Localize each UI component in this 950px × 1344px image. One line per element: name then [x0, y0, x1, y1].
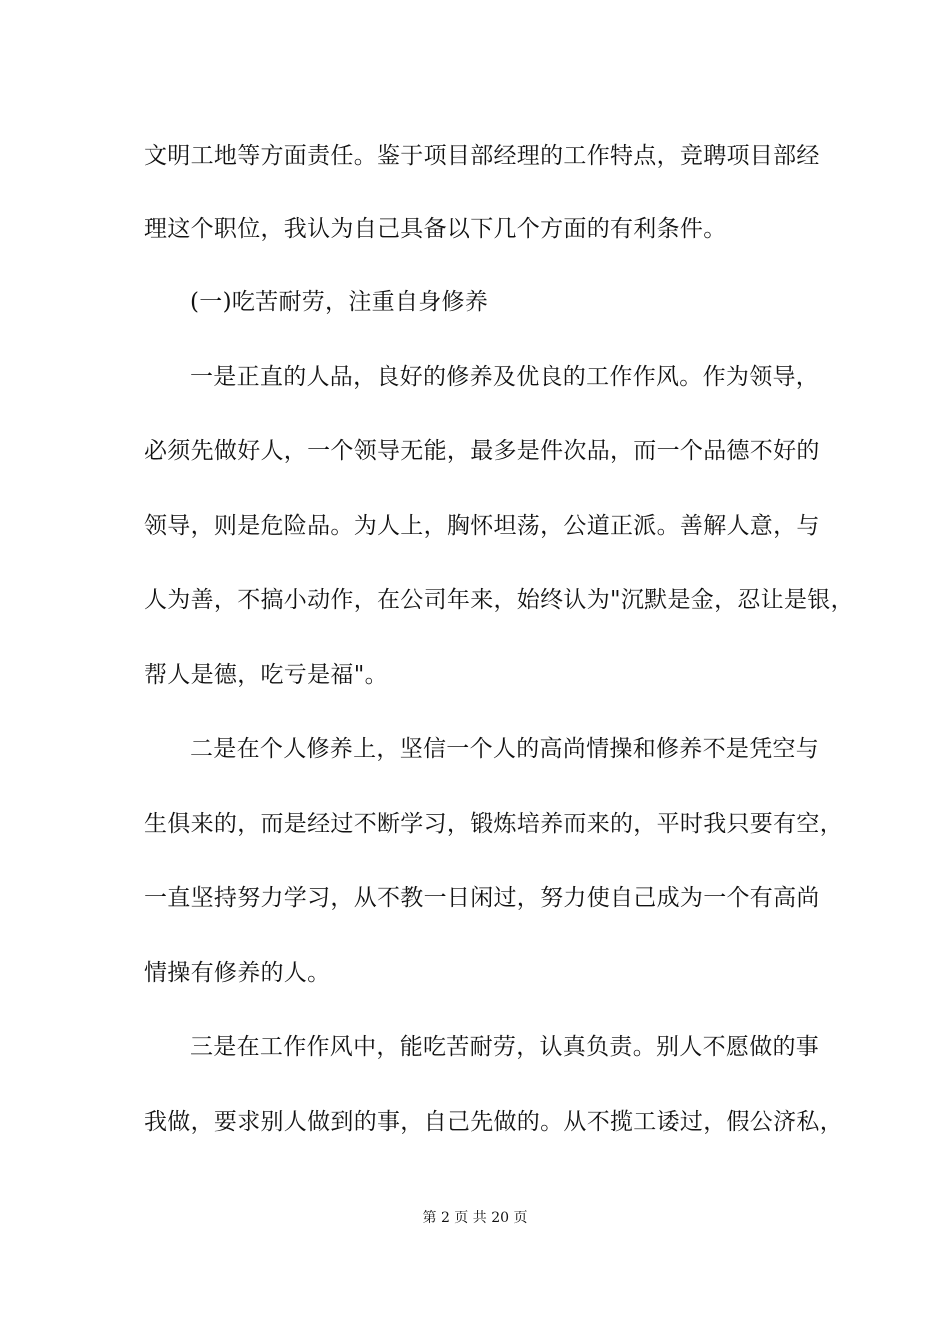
body-text-line: 人为善，不搞小动作，在公司年来，始终认为"沉默是金，忍让是银，	[144, 587, 854, 613]
body-text-line: 帮人是德，吃亏是福"。	[144, 662, 388, 688]
body-text-line: 情操有修养的人。	[144, 960, 331, 986]
body-text-line: 二是在个人修养上，坚信一个人的高尚情操和修养不是凭空与	[190, 736, 820, 762]
body-text-line: 领导，则是危险品。为人上，胸怀坦荡，公道正派。善解人意，与	[144, 513, 820, 539]
body-text-line: 理这个职位，我认为自己具备以下几个方面的有利条件。	[144, 216, 727, 242]
body-text-line: 三是在工作作风中，能吃苦耐劳，认真负责。别人不愿做的事	[190, 1034, 820, 1060]
body-text-line: 一是正直的人品，良好的修养及优良的工作作风。作为领导，	[190, 364, 820, 390]
body-text-line: 文明工地等方面责任。鉴于项目部经理的工作特点，竞聘项目部经	[144, 143, 820, 169]
body-text-line: 生俱来的，而是经过不断学习，锻炼培养而来的，平时我只要有空，	[144, 811, 843, 837]
body-text-line: 一直坚持努力学习，从不教一日闲过，努力使自己成为一个有高尚	[144, 885, 820, 911]
section-heading: (一)吃苦耐劳，注重自身修养	[190, 289, 489, 315]
body-text-line: 必须先做好人，一个领导无能，最多是件次品，而一个品德不好的	[144, 438, 820, 464]
body-text-line: 我做，要求别人做到的事，自己先做的。从不揽工诿过，假公济私，	[144, 1109, 843, 1135]
page-number-footer: 第 2 页 共 20 页	[422, 1210, 528, 1226]
